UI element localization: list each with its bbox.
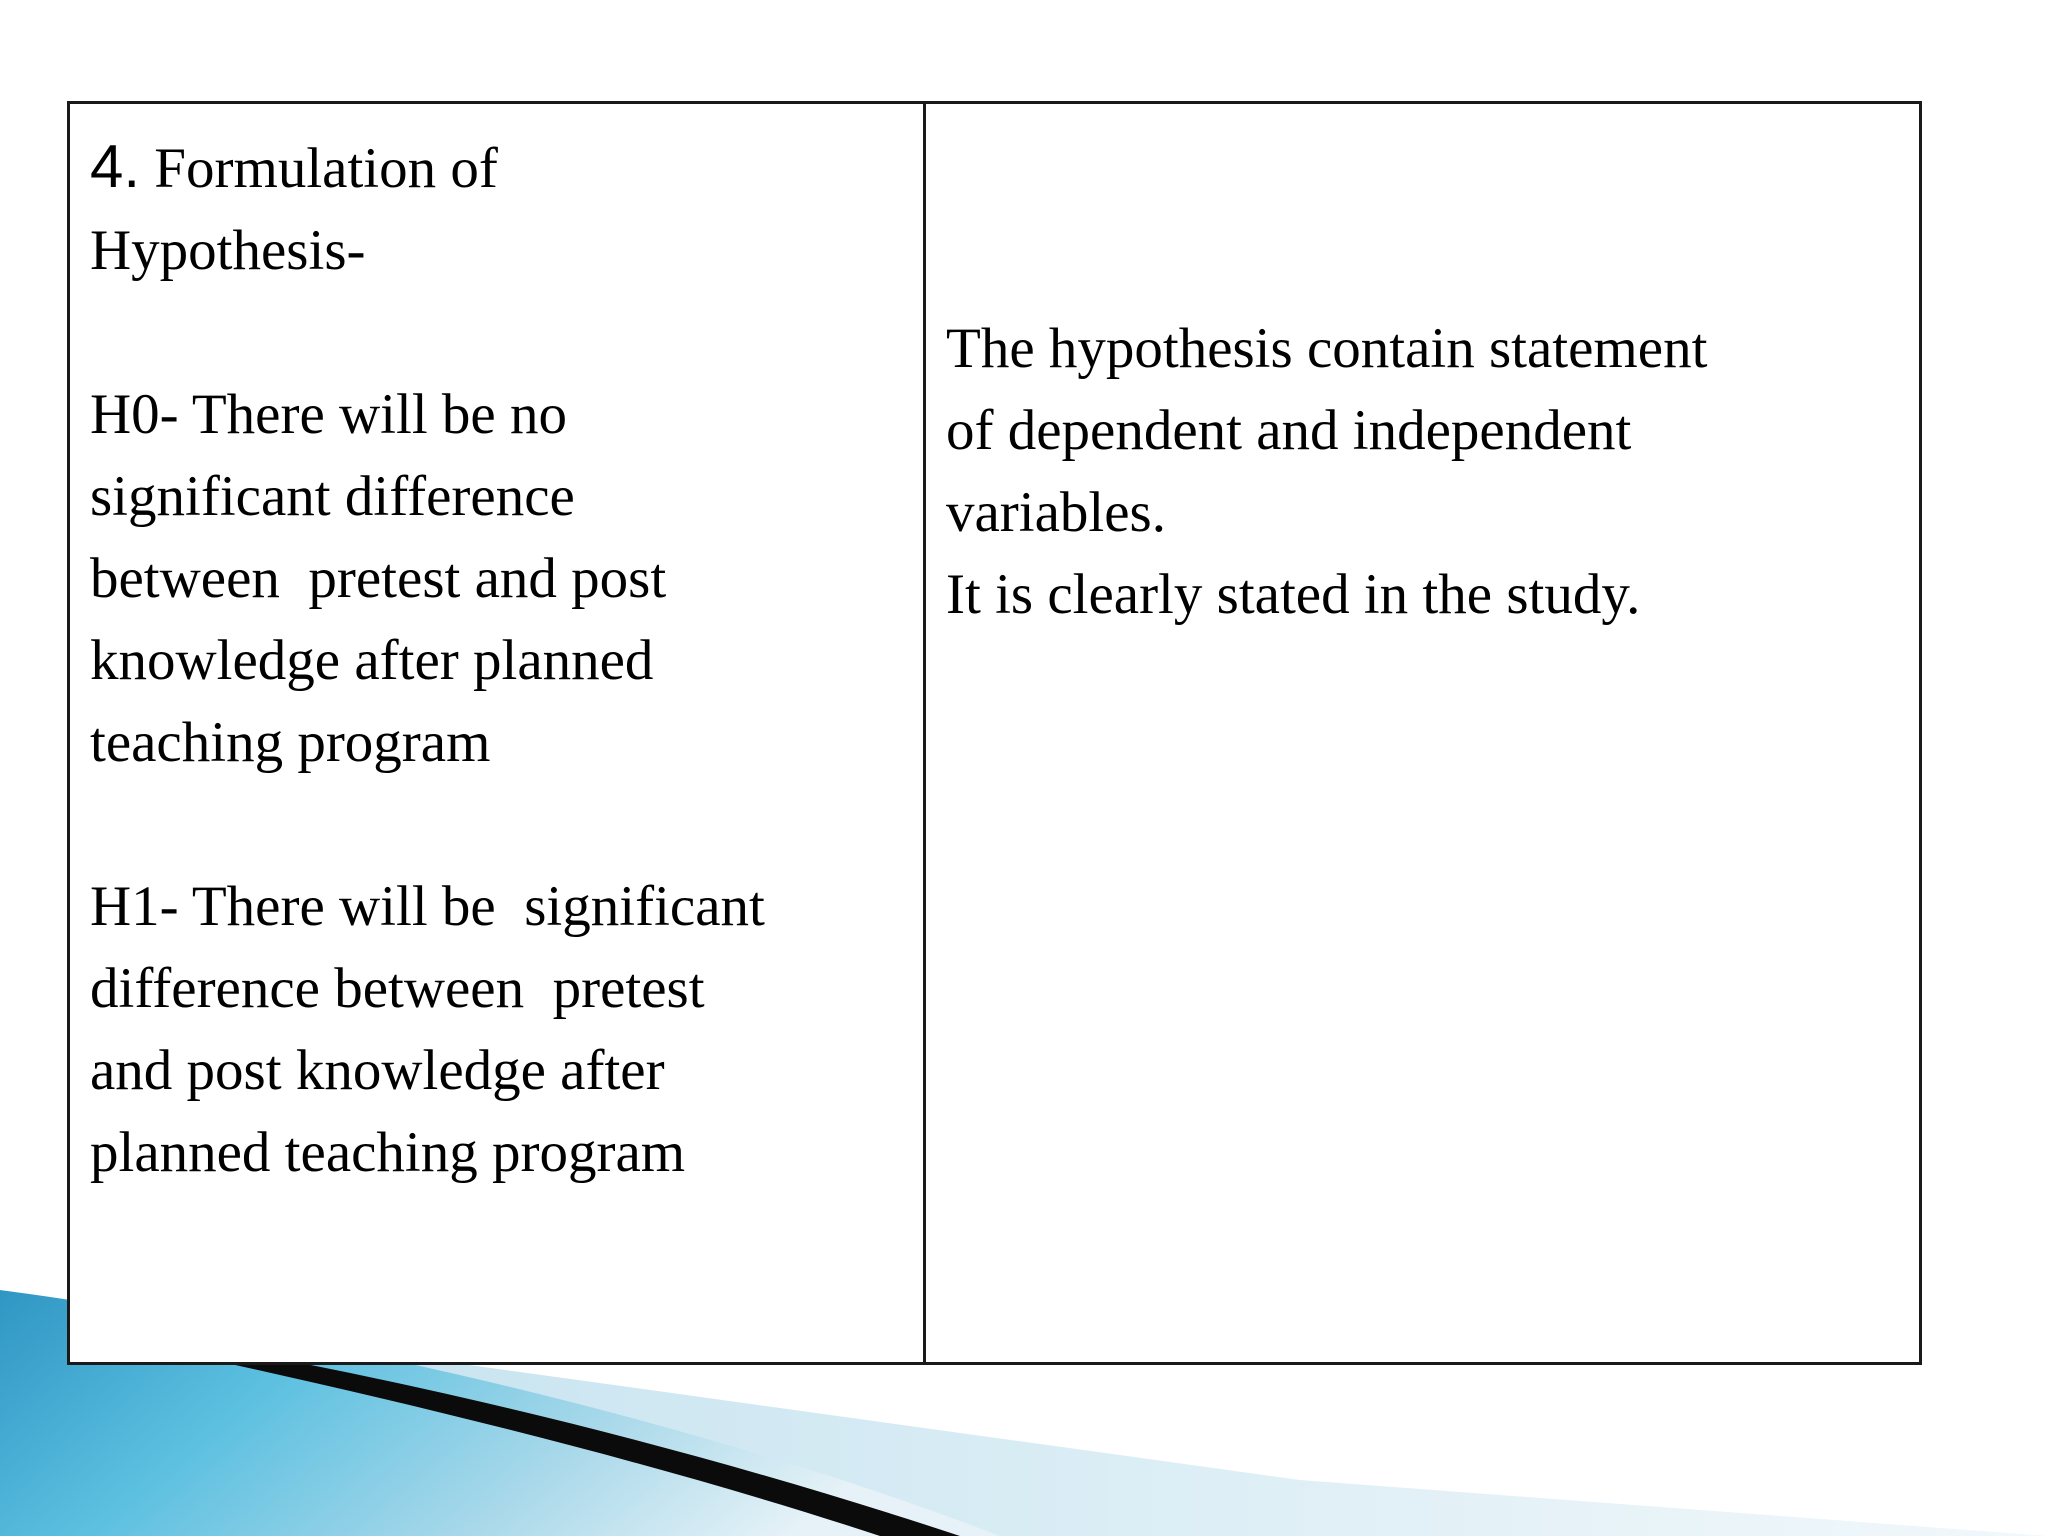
explanation-line: of dependent and independent (946, 399, 1632, 462)
section-heading (90, 126, 903, 292)
section-number: 4. (90, 133, 141, 200)
explanation-line: The hypothesis contain statement (946, 317, 1708, 380)
table-row (69, 103, 1921, 1364)
h0-line: H0- There will be no (90, 383, 567, 446)
content-table (67, 101, 1922, 1365)
h1-line: and post knowledge after (90, 1039, 665, 1102)
explanation-line: variables. (946, 481, 1166, 544)
left-cell (69, 103, 925, 1364)
h1-paragraph (90, 866, 903, 1194)
h1-line: planned teaching program (90, 1121, 686, 1184)
h0-line: knowledge after planned (90, 629, 654, 692)
explanation-paragraph (946, 308, 1899, 636)
h0-line: significant difference (90, 465, 575, 528)
h1-line: difference between pretest (90, 957, 705, 1020)
explanation-line: It is clearly stated in the study. (946, 563, 1641, 626)
h0-line: between pretest and post (90, 547, 667, 610)
h1-line: H1- There will be significant (90, 875, 765, 938)
heading-line-2: Hypothesis- (90, 219, 366, 282)
h0-paragraph (90, 374, 903, 784)
heading-line-1: Formulation of (154, 137, 498, 200)
right-cell (925, 103, 1921, 1364)
h0-line: teaching program (90, 711, 491, 774)
